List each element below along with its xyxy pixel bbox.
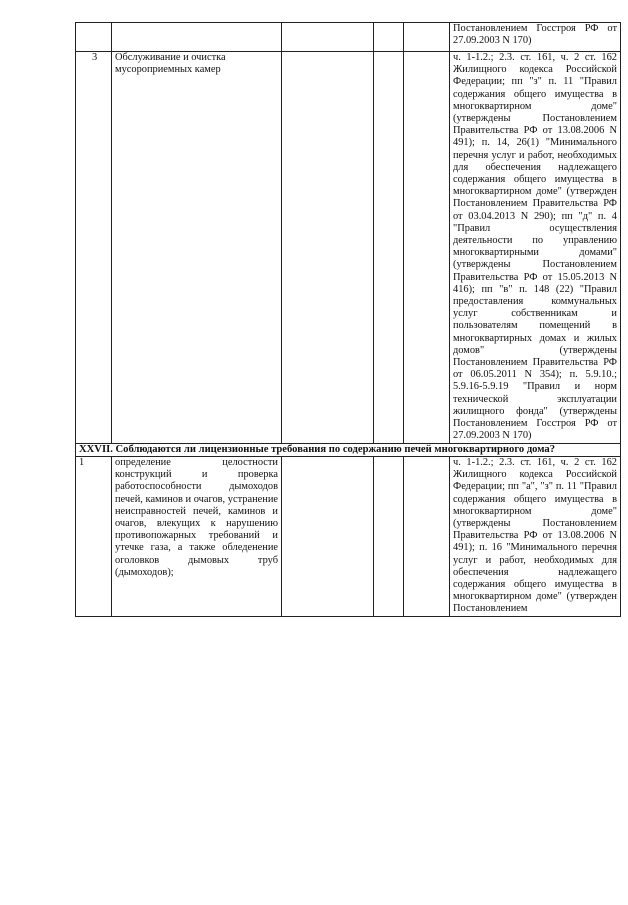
- number-cell: [76, 23, 112, 52]
- answer-yes-cell: [282, 52, 374, 444]
- table-row: [76, 23, 621, 52]
- answer-no-cell: [374, 23, 404, 52]
- answer-na-cell: [404, 52, 450, 444]
- answer-no-cell: [374, 456, 404, 616]
- requirement-cell: [112, 23, 282, 52]
- number-cell: 3: [76, 52, 112, 444]
- answer-yes-cell: [282, 23, 374, 52]
- reference-cell: ч. 1-1.2.; 2.3. ст. 161, ч. 2 ст. 162 Жилищного кодекса Российской Федерации; пп "з" п. 11 "Правил содержания общего имущества в многоквартирном доме" (утверждены Постановлением Правительства РФ от 13.08.2006 N 491); п. 14, 26(1) "Минимального перечня услуг и работ, необходимых для обеспечения надлежащего содержания общего имущества в многоквартирном доме" (утвержден Постановлением Правительства РФ от 03.04.2013 N 290); пп "д" п. 4 "Правил осуществления деятельности по управлению многоквартирными домами" (утверждены Постановлением Правительства РФ от 15.05.2013 N 416); пп "в" п. 148 (22) "Правил предоставления коммунальных услуг собственникам и пользователям помещений в многоквартирных домах и жилых домов" (утверждены Постановлением Правительства РФ от 06.05.2011 N 354); п. 5.9.10.; 5.9.16-5.9.19 "Правил и норм технической эксплуатации жилищного фонда" (утверждены Постановлением Госстроя РФ от 27.09.2003 N 170): [450, 52, 621, 444]
- reference-cell: ч. 1-1.2.; 2.3. ст. 161, ч. 2 ст. 162 Жилищного кодекса Российской Федерации; пп "а", "з" п. 11 "Правил содержания общего имущества в многоквартирном доме" (утверждены Постановлением Правительства РФ от 13.08.2006 N 491); п. 16 "Минимального перечня услуг и работ, необходимых для обеспечения надлежащего содержания общего имущества в многоквартирном доме" (утвержден Постановлением: [450, 456, 621, 616]
- requirements-table: [75, 22, 621, 617]
- section-heading: XXVII. Соблюдаются ли лицензионные требования по содержанию печей многоквартирного дома?: [76, 443, 621, 456]
- reference-cell: Постановлением Госстроя РФ от 27.09.2003 N 170): [450, 23, 621, 52]
- answer-na-cell: [404, 456, 450, 616]
- answer-no-cell: [374, 52, 404, 444]
- requirement-cell: определение целостности конструкций и проверка работоспособности дымоходов печей, каминов и очагов, устранение неисправностей печей, каминов и очагов, влекущих к нарушению противопожарных требований и утечке газа, а также обледенение оголовков дымовых труб (дымоходов);: [112, 456, 282, 616]
- section-row: [76, 443, 621, 456]
- requirement-cell: Обслуживание и очистка мусороприемных камер: [112, 52, 282, 444]
- table-row: [76, 456, 621, 616]
- answer-na-cell: [404, 23, 450, 52]
- table-row: [76, 52, 621, 444]
- number-cell: 1: [76, 456, 112, 616]
- answer-yes-cell: [282, 456, 374, 616]
